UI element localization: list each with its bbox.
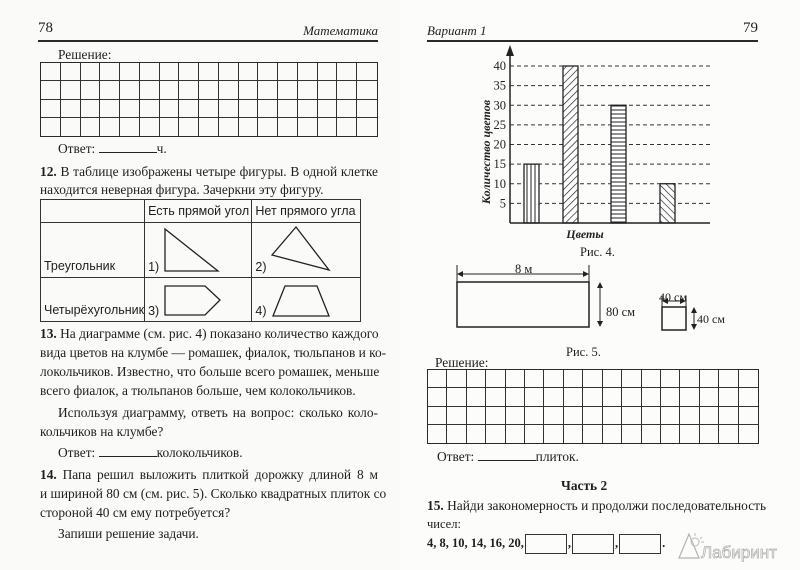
grid-cell[interactable]	[337, 118, 357, 136]
grid-cell[interactable]	[447, 407, 466, 425]
grid-cell[interactable]	[160, 81, 180, 99]
task15-line2: чисел:	[427, 517, 461, 531]
right-triangle-shape	[145, 223, 255, 278]
grid-cell[interactable]	[603, 370, 622, 388]
grid-cell[interactable]	[199, 63, 219, 81]
right-page	[400, 0, 800, 570]
shape-marker-2: 2)	[255, 260, 267, 274]
running-title: Математика	[303, 23, 378, 38]
grid-cell[interactable]	[700, 370, 719, 388]
solution-grid[interactable]	[40, 62, 378, 137]
grid-cell[interactable]	[700, 425, 719, 443]
grid-cell[interactable]	[661, 407, 680, 425]
grid-cell[interactable]	[219, 100, 239, 118]
pentagon-shape	[145, 278, 255, 322]
grid-cell[interactable]	[680, 388, 699, 406]
grid-cell[interactable]	[140, 118, 160, 136]
path-width-label: 80 см	[606, 305, 636, 319]
task13-line1	[40, 324, 378, 343]
sequence-text: 4, 8, 10, 14, 16, 20,	[427, 536, 524, 550]
solution-label: Решение:	[58, 47, 112, 62]
grid-cell[interactable]	[357, 118, 377, 136]
grid-cell[interactable]	[100, 118, 120, 136]
grid-cell[interactable]	[622, 370, 641, 388]
y-axis-arrow-icon	[506, 45, 514, 56]
grid-cell[interactable]	[603, 407, 622, 425]
table-header-right-angle: Есть прямой угол	[145, 200, 252, 223]
grid-cell[interactable]	[179, 63, 199, 81]
grid-cell[interactable]	[583, 425, 602, 443]
shape-cell-2[interactable]	[252, 223, 361, 278]
grid-cell[interactable]	[298, 100, 318, 118]
grid-cell[interactable]	[258, 118, 278, 136]
y-tick-label: 10	[493, 176, 506, 191]
task12-text-1: В таблице изображены четыре фигуры. В одной клетке	[60, 164, 378, 179]
scalene-triangle-shape	[252, 223, 363, 278]
separator: .	[662, 536, 666, 550]
sequence-answer-box-2[interactable]	[572, 534, 614, 554]
grid-cell[interactable]	[447, 370, 466, 388]
bar	[563, 66, 578, 223]
task13-line3: локольчиков. Известно, что больше всего ромашек, меньше	[40, 364, 380, 379]
grid-cell[interactable]	[428, 407, 447, 425]
grid-cell[interactable]	[278, 81, 298, 99]
grid-cell[interactable]	[603, 388, 622, 406]
task14-number: 14.	[40, 467, 57, 482]
table-row-triangle	[41, 223, 361, 278]
answer-unit: плиток.	[535, 449, 579, 464]
grid-cell[interactable]	[467, 370, 486, 388]
grid-cell[interactable]	[719, 425, 738, 443]
shapes-table	[40, 199, 361, 322]
grid-cell[interactable]	[120, 63, 140, 81]
sequence-answer-box-3[interactable]	[619, 534, 661, 554]
table-row-quadrilateral	[41, 278, 361, 322]
grid-cell[interactable]	[61, 118, 81, 136]
grid-cell[interactable]	[258, 81, 278, 99]
header-rule	[38, 40, 378, 42]
grid-cell[interactable]	[179, 118, 199, 136]
table-header-no-right-angle: Нет прямого угла	[252, 200, 361, 223]
page-number: 79	[743, 20, 758, 36]
grid-cell[interactable]	[486, 407, 505, 425]
grid-cell[interactable]	[486, 425, 505, 443]
answer-blank[interactable]	[99, 456, 157, 457]
y-tick-label: 20	[493, 137, 506, 152]
grid-cell[interactable]	[564, 370, 583, 388]
path-rectangle	[457, 282, 589, 327]
solution-grid[interactable]	[427, 369, 759, 444]
answer-label: Ответ:	[437, 449, 475, 464]
answer-line	[58, 139, 167, 158]
y-axis-label: Количество цветов	[479, 99, 493, 205]
grid-cell[interactable]	[318, 100, 338, 118]
bar	[524, 164, 539, 223]
grid-cell[interactable]	[140, 100, 160, 118]
grid-cell[interactable]	[680, 425, 699, 443]
grid-cell[interactable]	[100, 100, 120, 118]
grid-cell[interactable]	[428, 370, 447, 388]
grid-cell[interactable]	[661, 425, 680, 443]
task13-question-1: Используя диаграмму, ответь на вопрос: сколько коло-	[58, 405, 378, 420]
task15-text-1: Найди закономерность и продолжи последовательность	[447, 498, 767, 513]
grid-cell[interactable]	[525, 370, 544, 388]
answer-blank[interactable]	[99, 152, 157, 153]
grid-cell[interactable]	[428, 425, 447, 443]
grid-cell[interactable]	[564, 407, 583, 425]
grid-cell[interactable]	[719, 370, 738, 388]
grid-cell[interactable]	[700, 407, 719, 425]
grid-cell[interactable]	[357, 81, 377, 99]
task15-line1	[427, 496, 767, 515]
grid-cell[interactable]	[506, 425, 525, 443]
grid-cell[interactable]	[298, 63, 318, 81]
grid-cell[interactable]	[564, 388, 583, 406]
grid-cell[interactable]	[100, 63, 120, 81]
y-tick-label: 5	[499, 196, 506, 211]
grid-cell[interactable]	[544, 388, 563, 406]
y-tick-label: 15	[493, 157, 506, 172]
grid-cell[interactable]	[120, 81, 140, 99]
grid-cell[interactable]	[622, 388, 641, 406]
grid-cell[interactable]	[603, 425, 622, 443]
part2-title: Часть 2	[561, 478, 608, 493]
shape-cell-1[interactable]	[145, 223, 252, 278]
task12-number: 12.	[40, 164, 57, 179]
grid-cell[interactable]	[81, 100, 101, 118]
grid-cell[interactable]	[258, 63, 278, 81]
shape-marker-4: 4)	[255, 304, 267, 318]
grid-cell[interactable]	[219, 63, 239, 81]
grid-cell[interactable]	[81, 63, 101, 81]
x-axis-label: Цветы	[566, 227, 604, 240]
grid-cell[interactable]	[258, 100, 278, 118]
grid-cell[interactable]	[278, 63, 298, 81]
labirint-logo-icon	[675, 528, 785, 562]
grid-cell[interactable]	[199, 81, 219, 99]
grid-cell[interactable]	[544, 407, 563, 425]
grid-cell[interactable]	[719, 407, 738, 425]
figure5-caption: Рис. 5.	[566, 345, 601, 359]
grid-cell[interactable]	[447, 388, 466, 406]
labirint-watermark-logo	[675, 528, 785, 567]
grid-cell[interactable]	[337, 100, 357, 118]
grid-cell[interactable]	[120, 118, 140, 136]
task13-answer-line	[58, 443, 243, 462]
grid-cell[interactable]	[680, 370, 699, 388]
path-length-label: 8 м	[515, 262, 533, 276]
y-tick-label: 30	[493, 98, 506, 113]
running-title: Вариант 1	[427, 23, 487, 38]
grid-cell[interactable]	[41, 81, 61, 99]
grid-cell[interactable]	[739, 407, 758, 425]
grid-cell[interactable]	[467, 407, 486, 425]
grid-cell[interactable]	[219, 81, 239, 99]
grid-cell[interactable]	[506, 370, 525, 388]
flowers-bar-chart	[465, 40, 725, 240]
grid-cell[interactable]	[642, 370, 661, 388]
row-label-quadrilateral: Четырёхугольник	[41, 278, 145, 322]
grid-cell[interactable]	[467, 388, 486, 406]
grid-cell[interactable]	[100, 81, 120, 99]
grid-cell[interactable]	[160, 63, 180, 81]
grid-cell[interactable]	[179, 100, 199, 118]
task14-instruction: Запиши решение задачи.	[58, 526, 199, 541]
grid-cell[interactable]	[525, 388, 544, 406]
grid-cell[interactable]	[120, 100, 140, 118]
task13-line4: всего фиалок, а тюльпанов больше, чем колокольчиков.	[40, 383, 356, 398]
answer-unit: колокольчиков.	[156, 445, 243, 460]
task15-number: 15.	[427, 498, 444, 513]
task14-line1	[40, 465, 378, 484]
tile-square	[662, 307, 686, 330]
grid-cell[interactable]	[739, 370, 758, 388]
grid-cell[interactable]	[583, 370, 602, 388]
grid-cell[interactable]	[583, 407, 602, 425]
grid-cell[interactable]	[661, 388, 680, 406]
grid-cell[interactable]	[61, 63, 81, 81]
y-tick-label: 35	[493, 78, 506, 93]
page-number: 78	[38, 20, 53, 36]
grid-cell[interactable]	[642, 388, 661, 406]
grid-cell[interactable]	[278, 118, 298, 136]
grid-cell[interactable]	[81, 118, 101, 136]
grid-cell[interactable]	[239, 81, 259, 99]
grid-cell[interactable]	[199, 118, 219, 136]
task13-question-2: кольчиков на клумбе?	[40, 424, 164, 439]
task14-line2: и шириной 80 см (см. рис. 5). Сколько квадратных плиток со	[40, 486, 387, 501]
grid-cell[interactable]	[41, 118, 61, 136]
grid-cell[interactable]	[739, 425, 758, 443]
grid-cell[interactable]	[239, 118, 259, 136]
tile-width-label: 40 см	[659, 290, 687, 304]
task13-line2: вида цветов на клумбе — ромашек, фиалок, тюльпанов и ко-	[40, 345, 387, 360]
solution-label: Решение:	[435, 355, 489, 370]
grid-cell[interactable]	[544, 425, 563, 443]
task14-answer-line	[437, 447, 579, 466]
grid-cell[interactable]	[525, 425, 544, 443]
grid-cell[interactable]	[583, 388, 602, 406]
grid-cell[interactable]	[622, 425, 641, 443]
grid-cell[interactable]	[140, 63, 160, 81]
grid-cell[interactable]	[506, 388, 525, 406]
grid-cell[interactable]	[622, 407, 641, 425]
grid-cell[interactable]	[544, 370, 563, 388]
grid-cell[interactable]	[298, 81, 318, 99]
grid-cell[interactable]	[160, 118, 180, 136]
grid-cell[interactable]	[486, 370, 505, 388]
answer-blank[interactable]	[478, 460, 536, 461]
answer-unit: ч.	[156, 141, 167, 156]
task12-line2: находится неверная фигура. Зачеркни эту фигуру.	[40, 182, 324, 197]
answer-label: Ответ:	[58, 141, 96, 156]
grid-cell[interactable]	[486, 388, 505, 406]
row-label-triangle: Треугольник	[41, 223, 145, 278]
shape-marker-1: 1)	[148, 260, 160, 274]
answer-label: Ответ:	[58, 445, 96, 460]
grid-cell[interactable]	[642, 425, 661, 443]
grid-cell[interactable]	[318, 81, 338, 99]
grid-cell[interactable]	[239, 100, 259, 118]
grid-cell[interactable]	[239, 63, 259, 81]
separator: ,	[615, 536, 619, 550]
figure4-caption: Рис. 4.	[580, 245, 615, 259]
tile-height-label: 40 см	[697, 312, 725, 326]
grid-cell[interactable]	[41, 63, 61, 81]
grid-cell[interactable]	[739, 388, 758, 406]
grid-cell[interactable]	[564, 425, 583, 443]
y-tick-label: 40	[493, 59, 506, 73]
grid-cell[interactable]	[337, 63, 357, 81]
grid-cell[interactable]	[700, 388, 719, 406]
grid-cell[interactable]	[278, 100, 298, 118]
bar	[611, 105, 626, 223]
shape-marker-3: 3)	[148, 304, 160, 318]
sequence-answer-box-1[interactable]	[525, 534, 567, 554]
task13-text-1: На диаграмме (см. рис. 4) показано количество каждого	[60, 326, 379, 341]
watermark-text: Лабиринт	[701, 543, 777, 562]
task13-number: 13.	[40, 326, 57, 341]
grid-cell[interactable]	[357, 63, 377, 81]
trapezoid-shape	[252, 278, 363, 322]
grid-cell[interactable]	[179, 81, 199, 99]
grid-cell[interactable]	[642, 407, 661, 425]
grid-cell[interactable]	[428, 388, 447, 406]
shape-cell-3[interactable]	[145, 278, 252, 322]
shape-cell-4[interactable]	[252, 278, 361, 322]
grid-cell[interactable]	[160, 100, 180, 118]
grid-cell[interactable]	[298, 118, 318, 136]
grid-cell[interactable]	[140, 81, 160, 99]
grid-cell[interactable]	[61, 81, 81, 99]
task14-text-1: Папа решил выложить плиткой дорожку длиной 8 м	[62, 467, 378, 482]
grid-cell[interactable]	[81, 81, 101, 99]
separator: ,	[567, 536, 571, 550]
task12-line1	[40, 162, 378, 181]
bar	[660, 184, 675, 223]
grid-cell[interactable]	[719, 388, 738, 406]
task15-sequence-row	[427, 534, 665, 554]
grid-cell[interactable]	[41, 100, 61, 118]
grid-cell[interactable]	[318, 63, 338, 81]
grid-cell[interactable]	[337, 81, 357, 99]
grid-cell[interactable]	[467, 425, 486, 443]
grid-cell[interactable]	[506, 407, 525, 425]
grid-cell[interactable]	[219, 118, 239, 136]
grid-cell[interactable]	[447, 425, 466, 443]
y-tick-label: 25	[493, 117, 506, 132]
grid-cell[interactable]	[661, 370, 680, 388]
grid-cell[interactable]	[199, 100, 219, 118]
grid-cell[interactable]	[357, 100, 377, 118]
grid-cell[interactable]	[680, 407, 699, 425]
grid-cell[interactable]	[525, 407, 544, 425]
grid-cell[interactable]	[61, 100, 81, 118]
grid-cell[interactable]	[318, 118, 338, 136]
task14-line3: стороной 40 см ему потребуется?	[40, 505, 231, 520]
table-header-empty	[41, 200, 145, 223]
